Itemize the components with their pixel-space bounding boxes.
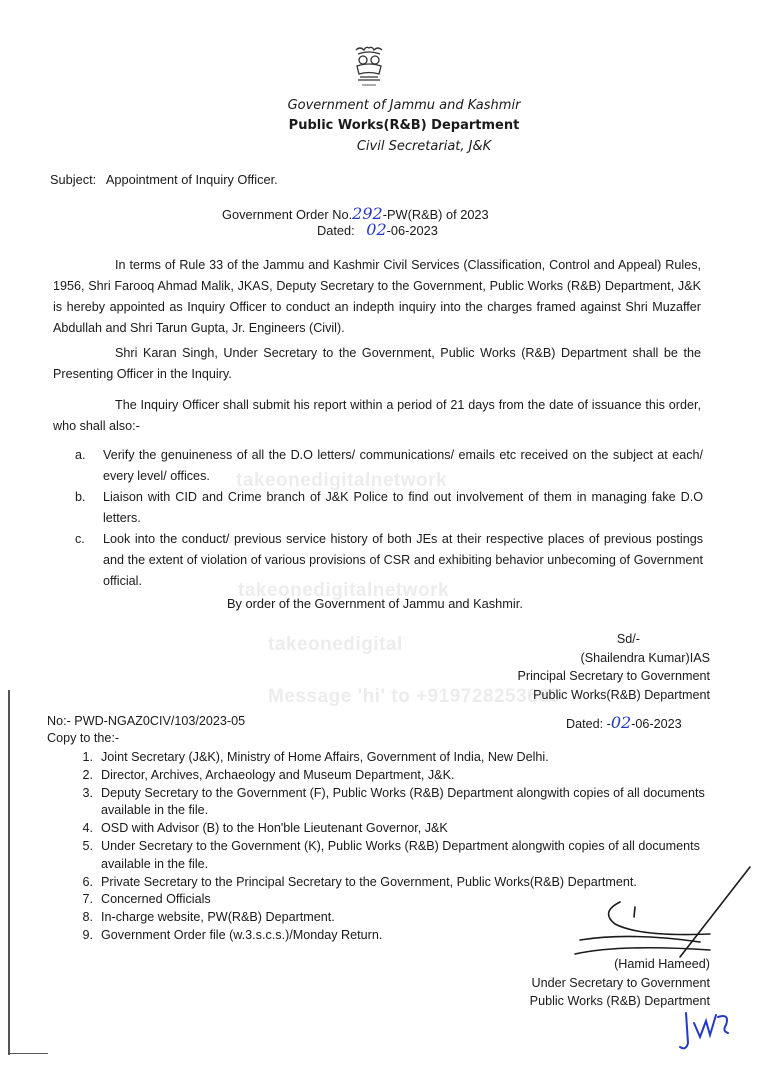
order-number-handwritten: 292 xyxy=(352,204,383,223)
subject-text: Appointment of Inquiry Officer. xyxy=(105,172,278,187)
list-item-number: 7. xyxy=(82,892,93,907)
signatory-name: (Shailendra Kumar)IAS xyxy=(580,650,710,665)
signatory-title: Principal Secretary to Government xyxy=(517,669,710,683)
list-item xyxy=(60,767,715,785)
list-item-number: 5. xyxy=(82,838,93,853)
order-suffix: -PW(R&B) of 2023 xyxy=(382,207,489,222)
list-item-text: Concerned Officials xyxy=(101,892,211,907)
dispatch-number: No:- PWD-NGAZ0CIV/103/2023-05 xyxy=(47,714,246,728)
list-item-text: Private Secretary to the Principal Secretary to the Government, Public Works(R&B) Department. xyxy=(101,874,637,889)
list-item-number: 9. xyxy=(82,927,93,942)
list-item-number: 2. xyxy=(82,767,93,782)
signature-block-principal-secretary xyxy=(518,630,711,704)
signatory-department: Public Works (R&B) Department xyxy=(529,994,710,1008)
list-item-text: OSD with Advisor (B) to the Hon'ble Lieutenant Governor, J&K xyxy=(101,821,448,836)
header-government: Government of Jammu and Kashmir xyxy=(287,98,521,113)
list-item-text: Verify the genuineness of all the D.O letters/ communications/ emails etc received on the subject at each/ every level/ offices. xyxy=(103,448,703,483)
list-item-number: 8. xyxy=(82,910,93,925)
watermark-3: takeonedigital xyxy=(268,634,403,655)
list-item-text: Director, Archives, Archaeology and Museum Department, J&K. xyxy=(101,767,455,782)
state-emblem-icon xyxy=(348,44,390,90)
dispatch-dated-handwritten: 02 xyxy=(610,713,632,732)
signatory-name: (Hamid Hameed) xyxy=(614,957,710,971)
list-item xyxy=(60,785,715,821)
list-item-text: Deputy Secretary to the Government (F), Public Works (R&B) Department alongwith copies of all documents available in the file. xyxy=(101,785,705,818)
order-dated-handwritten: 02 xyxy=(366,220,387,239)
paragraph-presenting-officer: Shri Karan Singh, Under Secretary to the Government, Public Works (R&B) Department shall be the Presenting Officer in the Inquiry. xyxy=(53,346,701,381)
list-item xyxy=(60,820,715,838)
order-prefix: Government Order No. xyxy=(222,207,353,222)
list-item-text: Government Order file (w.3.s.c.s.)/Monday Return. xyxy=(101,927,383,942)
list-item-number: 4. xyxy=(82,821,93,836)
order-dated-label: Dated: xyxy=(317,223,355,238)
dispatch-dated-label: Dated: - xyxy=(566,717,611,731)
handwritten-initials-icon xyxy=(676,1003,736,1055)
header-department: Public Works(R&B) Department xyxy=(288,118,520,133)
watermark-1: takeonedigitalnetwork xyxy=(236,470,448,491)
signatory-title: Under Secretary to Government xyxy=(531,975,710,990)
list-item-text: Joint Secretary (J&K), Ministry of Home Affairs, Government of India, New Delhi. xyxy=(101,750,549,764)
sd-mark: Sd/- xyxy=(616,632,640,646)
list-item xyxy=(75,487,703,529)
list-item xyxy=(60,749,715,767)
subject-label: Subject: xyxy=(50,172,97,187)
header-secretariat: Civil Secretariat, J&K xyxy=(356,139,492,154)
dispatch-dated-suffix: -06-2023 xyxy=(631,717,682,731)
duties-list xyxy=(75,445,703,592)
list-item-text: In-charge website, PW(R&B) Department. xyxy=(101,910,335,925)
list-item-label: b. xyxy=(75,490,86,504)
paragraph-appointment: In terms of Rule 33 of the Jammu and Kashmir Civil Services (Classification, Control and Appeal) Rules, 1956, Shri Farooq Ahmad Malik, JKAS, Deputy Secretary to the Government, Public Works (R&B) Department, J&K is hereby appointed as Inquiry Officer to conduct an indepth inquiry into the charges framed against Shri Muzaffer Abdullah and Shri Tarun Gupta, Jr. Engineers (Civil). xyxy=(53,258,701,335)
list-item-number: 3. xyxy=(82,785,93,800)
list-item-number: 6. xyxy=(82,874,93,889)
subject-line xyxy=(50,172,278,187)
order-dated-suffix: -06-2023 xyxy=(386,223,438,238)
signatory-department: Public Works(R&B) Department xyxy=(533,687,710,702)
by-order-line: By order of the Government of Jammu and Kashmir. xyxy=(227,596,523,611)
scan-edge-line xyxy=(8,690,10,1055)
dispatch-date-line xyxy=(566,713,682,732)
list-item-text: Liaison with CID and Crime branch of J&K Police to find out involvement of them in managing fake D.O letters. xyxy=(103,490,703,525)
paragraph-report-deadline: The Inquiry Officer shall submit his report within a period of 21 days from the date of issuance this order, who shall also:- xyxy=(53,398,701,433)
copy-to-label: Copy to the:- xyxy=(47,731,120,745)
list-item-text: Look into the conduct/ previous service history of both JEs at their respective places of previous postings and the extent of violation of various provisions of CSR and exhibiting behavior unbecoming of Government official. xyxy=(103,532,703,588)
list-item-text: Under Secretary to the Government (K), Public Works (R&B) Department alongwith copies of all documents available in the file. xyxy=(101,838,700,871)
list-item-label: a. xyxy=(75,448,86,462)
scan-edge-line-bottom xyxy=(8,1053,48,1054)
watermark-4: Message 'hi' to +919728253683 xyxy=(268,686,561,707)
watermark-2: takeonedigitalnetwork xyxy=(238,580,450,601)
order-dated-line xyxy=(317,220,438,239)
list-item-label: c. xyxy=(75,532,85,546)
list-item-number: 1. xyxy=(82,750,93,764)
